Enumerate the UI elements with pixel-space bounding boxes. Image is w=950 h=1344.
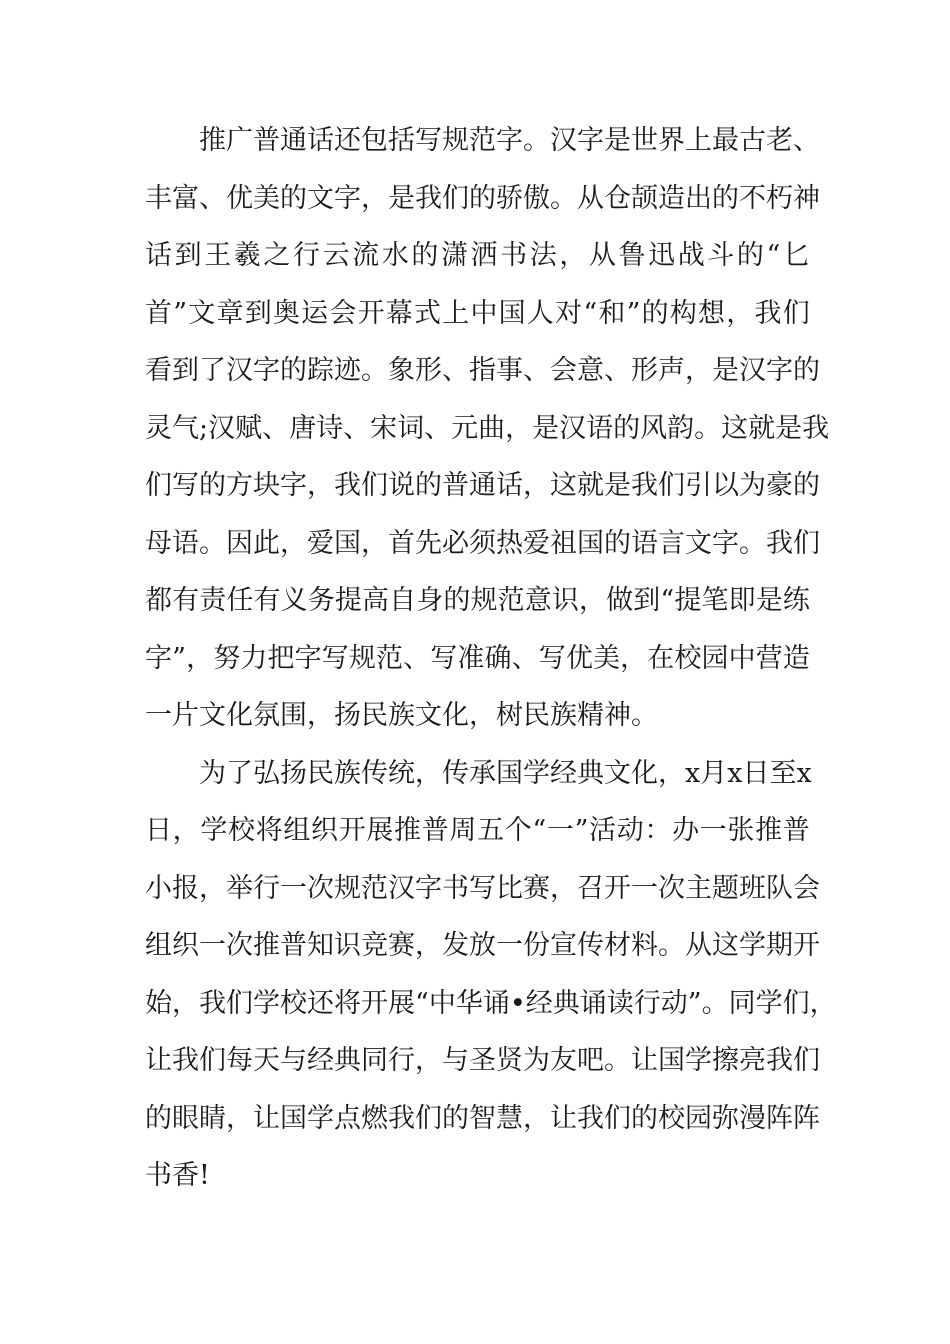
paragraph-1-line-4: 首 ” 文 章 到 奥 运 会 开 幕 式 上 中 国 人 对 “ 和 ” 的 构 想 ， 我 们: [145, 298, 810, 329]
paragraph-2-line-8: 书香!: [145, 1160, 210, 1191]
paragraph-1-line-1: 推 广 普 通 话 还 包 括 写 规 范 字 。 汉 字 是 世 界 上 最 古 老 、: [199, 125, 820, 156]
paragraph-1-line-9: 都 有 责 任 有 义 务 提 高 自 身 的 规 范 意 识 ， 做 到 “ 提 笔 即 是 练: [145, 585, 810, 616]
paragraph-2-line-5: 始 ， 我 们 学 校 还 将 开 展 “ 中 华 诵 • 经 典 诵 读 行 动 ” 。 同 学 们 ，: [145, 988, 837, 1019]
paragraph-2-line-7: 的 眼 睛 ， 让 国 学 点 燃 我 们 的 智 慧 ， 让 我 们 的 校 园 弥 漫 阵 阵: [145, 1103, 820, 1134]
paragraph-2-line-3: 小 报 ， 举 行 一 次 规 范 汉 字 书 写 比 赛 ， 召 开 一 次 主 题 班 队 会: [145, 873, 820, 904]
paragraph-1-line-2: 丰 富 、 优 美 的 文 字 ， 是 我 们 的 骄 傲 。 从 仓 颉 造 出 的 不 朽 神: [145, 183, 820, 214]
paragraph-1-line-3: 话 到 王 羲 之 行 云 流 水 的 潇 洒 书 法 ， 从 鲁 迅 战 斗 的 “ 匕: [145, 240, 810, 271]
paragraph-2-line-2: 日 ， 学 校 将 组 织 开 展 推 普 周 五 个 “ 一 ” 活 动 ： 办 一 张 推 普: [145, 815, 810, 846]
paragraph-2-line-6: 让 我 们 每 天 与 经 典 同 行 ， 与 圣 贤 为 友 吧 。 让 国 学 擦 亮 我 们: [145, 1045, 820, 1076]
paragraph-1-line-8: 母 语 。 因 此 ， 爱 国 ， 首 先 必 须 热 爱 祖 国 的 语 言 文 字 。 我 们: [145, 528, 820, 559]
paragraph-2-line-1: 为 了 弘 扬 民 族 传 统 ， 传 承 国 学 经 典 文 化 ， x 月 x 日 至 x: [199, 758, 812, 789]
paragraph-1-line-6: 灵 气 ; 汉 赋 、 唐 诗 、 宋 词 、 元 曲 ， 是 汉 语 的 风 韵 。 这 就 是 我: [145, 413, 830, 444]
paragraph-1-line-10: 字 ” ， 努 力 把 字 写 规 范 、 写 准 确 、 写 优 美 ， 在 校 园 中 营 造: [145, 643, 810, 674]
paragraph-1-line-7: 们 写 的 方 块 字 ， 我 们 说 的 普 通 话 ， 这 就 是 我 们 引 以 为 豪 的: [145, 470, 820, 501]
paragraph-2-line-4: 组 织 一 次 推 普 知 识 竞 赛 ， 发 放 一 份 宣 传 材 料 。 从 这 学 期 开: [145, 930, 820, 961]
paragraph-1-line-11: 一片文化氛围，扬民族文化，树民族精神。: [145, 700, 658, 731]
paragraph-1-line-5: 看 到 了 汉 字 的 踪 迹 。 象 形 、 指 事 、 会 意 、 形 声 ， 是 汉 字 的: [145, 355, 820, 386]
